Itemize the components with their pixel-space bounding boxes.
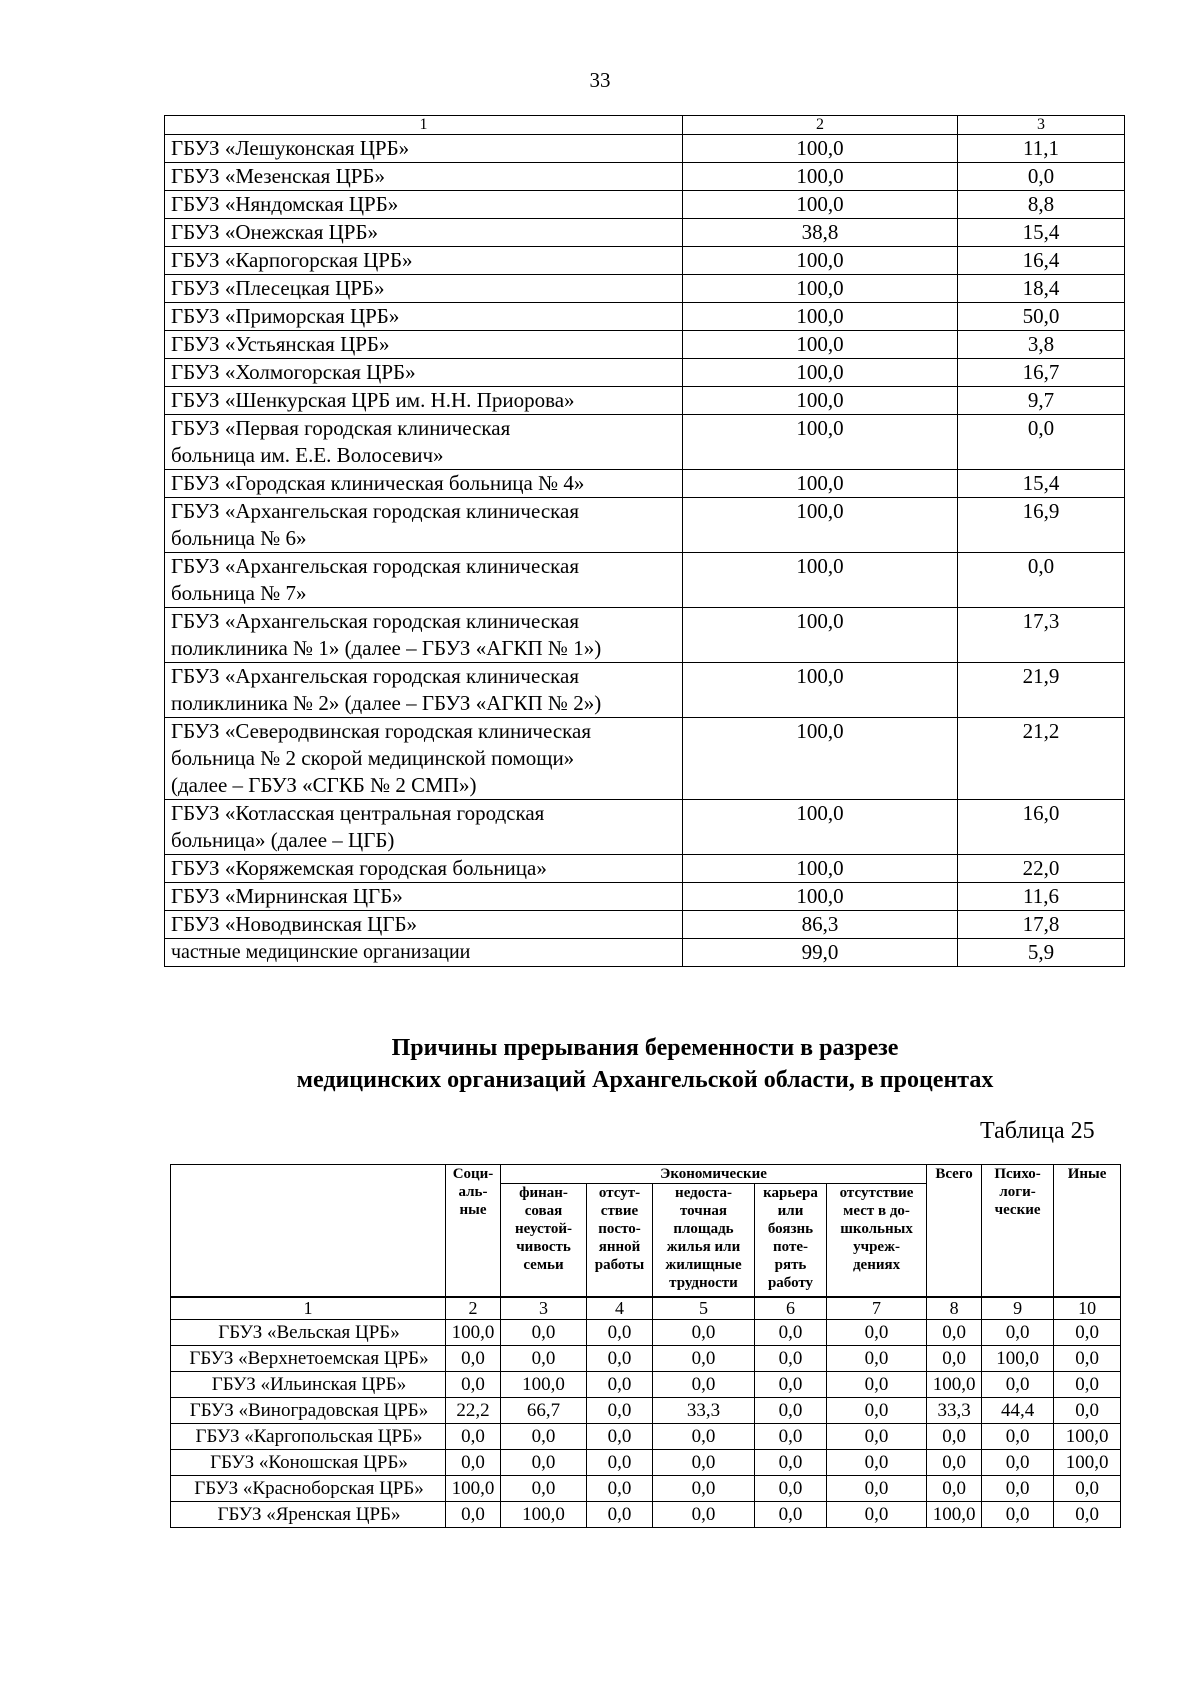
header-economic-sub-3: недоста- точная площадь жилья или жилищные трудности	[653, 1184, 755, 1298]
value-col-3: 17,3	[958, 608, 1125, 663]
organization-name: ГБУЗ «Онежская ЦРБ»	[165, 219, 683, 247]
organization-name: ГБУЗ «Няндомская ЦРБ»	[165, 191, 683, 219]
value-col-8: 0,0	[927, 1450, 982, 1476]
section-title-line-2: медицинских организаций Архангельской области, в процентах	[296, 1067, 994, 1093]
value-col-3: 18,4	[958, 275, 1125, 303]
value-col-6: 0,0	[755, 1398, 827, 1424]
table-row	[165, 135, 1125, 163]
value-col-9: 44,4	[982, 1398, 1054, 1424]
value-col-2: 86,3	[683, 911, 958, 939]
value-col-5: 33,3	[653, 1398, 755, 1424]
header-economic-sub-1: финан- совая неустой- чивость семьи	[501, 1184, 587, 1298]
column-number-9: 9	[982, 1297, 1054, 1320]
value-col-3: 9,7	[958, 387, 1125, 415]
value-col-7: 0,0	[827, 1502, 927, 1528]
organization-name: ГБУЗ «Коряжемская городская больница»	[165, 855, 683, 883]
value-col-4: 0,0	[587, 1502, 653, 1528]
value-col-3: 21,9	[958, 663, 1125, 718]
table-row	[165, 163, 1125, 191]
header-row-top	[171, 1165, 1121, 1184]
value-col-3: 0,0	[501, 1476, 587, 1502]
value-col-9: 0,0	[982, 1450, 1054, 1476]
table-row	[165, 470, 1125, 498]
column-number-1: 1	[171, 1297, 446, 1320]
value-col-2: 0,0	[446, 1450, 501, 1476]
organization-name: ГБУЗ «Яренская ЦРБ»	[171, 1502, 446, 1528]
organization-name: ГБУЗ «Устьянская ЦРБ»	[165, 331, 683, 359]
table-row	[171, 1502, 1121, 1528]
value-col-10: 0,0	[1054, 1320, 1121, 1346]
organization-name: ГБУЗ «Каргопольская ЦРБ»	[171, 1424, 446, 1450]
value-col-5: 0,0	[653, 1450, 755, 1476]
value-col-3: 17,8	[958, 911, 1125, 939]
table-row	[165, 718, 1125, 800]
value-col-2: 100,0	[683, 163, 958, 191]
value-col-10: 0,0	[1054, 1398, 1121, 1424]
value-col-9: 0,0	[982, 1320, 1054, 1346]
table-row	[171, 1450, 1121, 1476]
value-col-9: 0,0	[982, 1372, 1054, 1398]
organization-name: ГБУЗ «Архангельская городская клиническая больница № 7»	[165, 553, 683, 608]
value-col-2: 100,0	[683, 359, 958, 387]
table-row	[171, 1476, 1121, 1502]
column-number-3: 3	[501, 1297, 587, 1320]
organization-name: ГБУЗ «Новодвинская ЦГБ»	[165, 911, 683, 939]
table-row	[165, 498, 1125, 553]
table-row	[171, 1372, 1121, 1398]
value-col-3: 11,1	[958, 135, 1125, 163]
column-number-2: 2	[683, 116, 958, 135]
header-economic-sub-2: отсут- ствие посто- янной работы	[587, 1184, 653, 1298]
table-row	[165, 387, 1125, 415]
value-col-2: 100,0	[683, 247, 958, 275]
value-col-7: 0,0	[827, 1372, 927, 1398]
value-col-8: 33,3	[927, 1398, 982, 1424]
value-col-3: 16,9	[958, 498, 1125, 553]
table-row	[165, 331, 1125, 359]
value-col-2: 100,0	[683, 415, 958, 470]
value-col-3: 15,4	[958, 470, 1125, 498]
organization-name: ГБУЗ «Холмогорская ЦРБ»	[165, 359, 683, 387]
value-col-2: 100,0	[683, 800, 958, 855]
value-col-3: 100,0	[501, 1372, 587, 1398]
value-col-4: 0,0	[587, 1424, 653, 1450]
organization-name: ГБУЗ «Виноградовская ЦРБ»	[171, 1398, 446, 1424]
header-blank-cell	[171, 1165, 446, 1298]
value-col-7: 0,0	[827, 1424, 927, 1450]
value-col-2: 100,0	[446, 1320, 501, 1346]
column-number-6: 6	[755, 1297, 827, 1320]
value-col-6: 0,0	[755, 1424, 827, 1450]
value-col-3: 0,0	[958, 553, 1125, 608]
table-row	[165, 663, 1125, 718]
value-col-4: 0,0	[587, 1346, 653, 1372]
value-col-3: 22,0	[958, 855, 1125, 883]
table-row	[165, 359, 1125, 387]
value-col-3: 66,7	[501, 1398, 587, 1424]
value-col-4: 0,0	[587, 1476, 653, 1502]
value-col-3: 0,0	[958, 163, 1125, 191]
organization-name: ГБУЗ «Приморская ЦРБ»	[165, 303, 683, 331]
value-col-6: 0,0	[755, 1450, 827, 1476]
value-col-2: 100,0	[683, 275, 958, 303]
table-row	[165, 800, 1125, 855]
column-number-2: 2	[446, 1297, 501, 1320]
value-col-7: 0,0	[827, 1476, 927, 1502]
value-col-6: 0,0	[755, 1502, 827, 1528]
value-col-2: 100,0	[683, 387, 958, 415]
value-col-4: 0,0	[587, 1372, 653, 1398]
value-col-10: 100,0	[1054, 1424, 1121, 1450]
value-col-5: 0,0	[653, 1476, 755, 1502]
value-col-2: 38,8	[683, 219, 958, 247]
value-col-3: 16,4	[958, 247, 1125, 275]
organization-name: ГБУЗ «Котласская центральная городская больница» (далее – ЦГБ)	[165, 800, 683, 855]
value-col-5: 0,0	[653, 1502, 755, 1528]
header-psychological: Психо- логи- ческие	[982, 1165, 1054, 1298]
page-number: 33	[589, 68, 611, 92]
table-row	[165, 553, 1125, 608]
table-header-row	[165, 116, 1125, 135]
organization-name: ГБУЗ «Лешуконская ЦРБ»	[165, 135, 683, 163]
organization-name: ГБУЗ «Архангельская городская клиническая больница № 6»	[165, 498, 683, 553]
value-col-5: 0,0	[653, 1346, 755, 1372]
value-col-9: 0,0	[982, 1502, 1054, 1528]
value-col-5: 0,0	[653, 1424, 755, 1450]
value-col-2: 100,0	[683, 191, 958, 219]
value-col-2: 100,0	[683, 470, 958, 498]
table-row	[165, 939, 1125, 967]
value-col-3: 3,8	[958, 331, 1125, 359]
table-row	[165, 303, 1125, 331]
value-col-2: 100,0	[683, 855, 958, 883]
value-col-2: 100,0	[683, 718, 958, 800]
organization-name: ГБУЗ «Ильинская ЦРБ»	[171, 1372, 446, 1398]
value-col-6: 0,0	[755, 1476, 827, 1502]
organization-name: ГБУЗ «Архангельская городская клиническая поликлиника № 2» (далее – ГБУЗ «АГКП № 2»)	[165, 663, 683, 718]
header-economic-sub-4: карьера или боязнь поте- рять работу	[755, 1184, 827, 1298]
value-col-2: 100,0	[683, 303, 958, 331]
organization-name: ГБУЗ «Красноборская ЦРБ»	[171, 1476, 446, 1502]
value-col-8: 100,0	[927, 1502, 982, 1528]
header-economic: Экономические	[501, 1165, 927, 1184]
column-number-7: 7	[827, 1297, 927, 1320]
value-col-7: 0,0	[827, 1450, 927, 1476]
value-col-3: 8,8	[958, 191, 1125, 219]
value-col-3: 0,0	[501, 1424, 587, 1450]
organization-name: частные медицинские организации	[165, 939, 683, 967]
column-numbers-row	[171, 1297, 1121, 1320]
organization-name: ГБУЗ «Коношская ЦРБ»	[171, 1450, 446, 1476]
table-row	[171, 1320, 1121, 1346]
value-col-2: 0,0	[446, 1424, 501, 1450]
value-col-8: 0,0	[927, 1424, 982, 1450]
table-row	[165, 247, 1125, 275]
table-row	[165, 855, 1125, 883]
value-col-3: 16,0	[958, 800, 1125, 855]
value-col-7: 0,0	[827, 1346, 927, 1372]
value-col-2: 0,0	[446, 1372, 501, 1398]
table-label: Таблица 25	[980, 1118, 1095, 1144]
organization-name: ГБУЗ «Карпогорская ЦРБ»	[165, 247, 683, 275]
value-col-6: 0,0	[755, 1346, 827, 1372]
value-col-5: 0,0	[653, 1320, 755, 1346]
value-col-2: 22,2	[446, 1398, 501, 1424]
value-col-2: 100,0	[683, 663, 958, 718]
header-other: Иные	[1054, 1165, 1121, 1298]
value-col-8: 100,0	[927, 1372, 982, 1398]
column-number-10: 10	[1054, 1297, 1121, 1320]
value-col-7: 0,0	[827, 1398, 927, 1424]
value-col-10: 0,0	[1054, 1476, 1121, 1502]
abortion-reasons-table	[170, 1164, 1121, 1528]
value-col-8: 0,0	[927, 1320, 982, 1346]
value-col-10: 0,0	[1054, 1346, 1121, 1372]
value-col-10: 100,0	[1054, 1450, 1121, 1476]
organization-name: ГБУЗ «Мезенская ЦРБ»	[165, 163, 683, 191]
value-col-2: 100,0	[683, 883, 958, 911]
column-number-1: 1	[165, 116, 683, 135]
value-col-2: 100,0	[683, 498, 958, 553]
table-row	[165, 911, 1125, 939]
value-col-3: 16,7	[958, 359, 1125, 387]
organization-name: ГБУЗ «Верхнетоемская ЦРБ»	[171, 1346, 446, 1372]
value-col-2: 99,0	[683, 939, 958, 967]
value-col-2: 100,0	[683, 608, 958, 663]
column-number-4: 4	[587, 1297, 653, 1320]
value-col-2: 100,0	[683, 135, 958, 163]
value-col-8: 0,0	[927, 1346, 982, 1372]
column-number-5: 5	[653, 1297, 755, 1320]
table-row	[171, 1346, 1121, 1372]
header-economic-sub-5: отсутствие мест в до- школьных учреж- дениях	[827, 1184, 927, 1298]
organization-name: ГБУЗ «Первая городская клиническая больница им. Е.Е. Волосевич»	[165, 415, 683, 470]
value-col-3: 11,6	[958, 883, 1125, 911]
value-col-3: 0,0	[501, 1450, 587, 1476]
value-col-9: 0,0	[982, 1424, 1054, 1450]
value-col-3: 50,0	[958, 303, 1125, 331]
value-col-10: 0,0	[1054, 1372, 1121, 1398]
value-col-2: 0,0	[446, 1502, 501, 1528]
value-col-10: 0,0	[1054, 1502, 1121, 1528]
value-col-3: 21,2	[958, 718, 1125, 800]
value-col-7: 0,0	[827, 1320, 927, 1346]
table-row	[165, 883, 1125, 911]
table-row	[171, 1424, 1121, 1450]
table-row	[165, 219, 1125, 247]
value-col-2: 0,0	[446, 1346, 501, 1372]
table-row	[165, 415, 1125, 470]
header-total: Всего	[927, 1165, 982, 1298]
value-col-2: 100,0	[683, 553, 958, 608]
organization-name: ГБУЗ «Мирнинская ЦГБ»	[165, 883, 683, 911]
value-col-9: 100,0	[982, 1346, 1054, 1372]
organization-name: ГБУЗ «Северодвинская городская клиническая больница № 2 скорой медицинской помощи» (далее – ГБУЗ «СГКБ № 2 СМП»)	[165, 718, 683, 800]
table-row	[165, 275, 1125, 303]
value-col-2: 100,0	[683, 331, 958, 359]
value-col-3: 100,0	[501, 1502, 587, 1528]
header-social: Соци- аль- ные	[446, 1165, 501, 1298]
value-col-5: 0,0	[653, 1372, 755, 1398]
organization-name: ГБУЗ «Шенкурская ЦРБ им. Н.Н. Приорова»	[165, 387, 683, 415]
value-col-3: 5,9	[958, 939, 1125, 967]
value-col-4: 0,0	[587, 1320, 653, 1346]
value-col-3: 0,0	[501, 1346, 587, 1372]
organization-name: ГБУЗ «Городская клиническая больница № 4»	[165, 470, 683, 498]
value-col-6: 0,0	[755, 1320, 827, 1346]
value-col-8: 0,0	[927, 1476, 982, 1502]
continuation-table	[164, 115, 1125, 967]
table-row	[165, 608, 1125, 663]
value-col-4: 0,0	[587, 1450, 653, 1476]
value-col-3: 15,4	[958, 219, 1125, 247]
column-number-3: 3	[958, 116, 1125, 135]
value-col-3: 0,0	[958, 415, 1125, 470]
table-row	[171, 1398, 1121, 1424]
organization-name: ГБУЗ «Архангельская городская клиническая поликлиника № 1» (далее – ГБУЗ «АГКП № 1»)	[165, 608, 683, 663]
value-col-9: 0,0	[982, 1476, 1054, 1502]
value-col-2: 100,0	[446, 1476, 501, 1502]
value-col-6: 0,0	[755, 1372, 827, 1398]
organization-name: ГБУЗ «Плесецкая ЦРБ»	[165, 275, 683, 303]
value-col-4: 0,0	[587, 1398, 653, 1424]
section-title-line-1: Причины прерывания беременности в разрезе	[391, 1035, 899, 1061]
value-col-3: 0,0	[501, 1320, 587, 1346]
column-number-8: 8	[927, 1297, 982, 1320]
organization-name: ГБУЗ «Вельская ЦРБ»	[171, 1320, 446, 1346]
table-row	[165, 191, 1125, 219]
